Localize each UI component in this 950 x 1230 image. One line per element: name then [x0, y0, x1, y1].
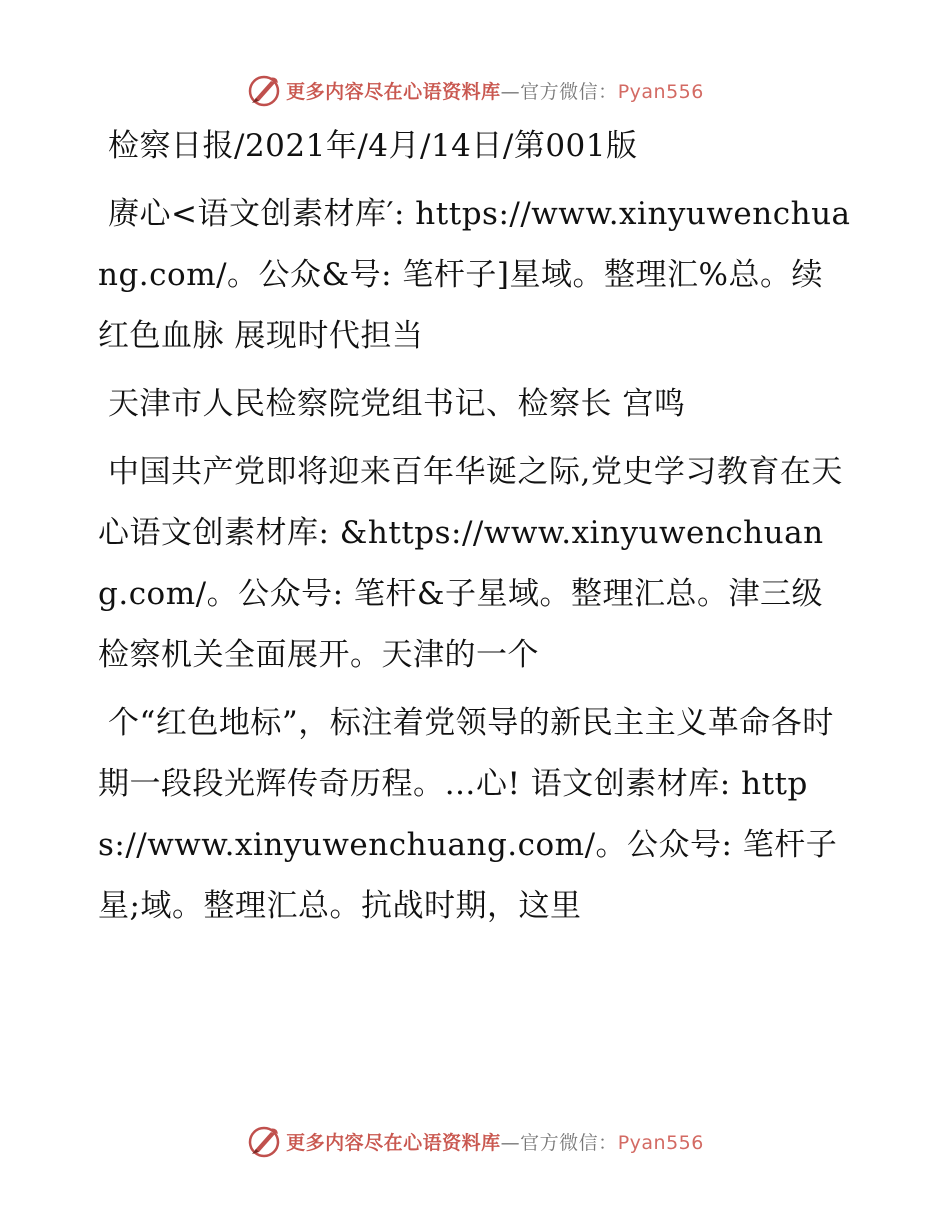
header-watermark	[0, 70, 950, 110]
quill-logo-icon	[246, 1123, 282, 1159]
watermark-separator: —	[500, 80, 521, 103]
watermark-label: 官方微信：	[520, 1131, 618, 1154]
quill-logo-icon	[246, 72, 282, 108]
document-body	[98, 116, 854, 937]
watermark-label: 官方微信：	[520, 80, 618, 103]
document-paragraph: 赓心<语文创素材库′: https://www.xinyuwenchuang.com/。公众&号: 笔杆子]星域。整理汇%总。续红色血脉 展现时代担当	[98, 196, 851, 354]
document-author-line: 天津市人民检察院党组书记、检察长 宫鸣	[108, 386, 686, 422]
document-source-line: 检察日报/2021年/4月/14日/第001版	[108, 128, 638, 164]
document-paragraph: 中国共产党即将迎来百年华诞之际,党史学习教育在天心语文创素材库: &https://www.xinyuwenchuang.com/。公众号: 笔杆&子星域。整理汇总。津三级检察机关全面展开。天津的一个	[98, 454, 843, 673]
document-paragraph: 个“红色地标”，标注着党领导的新民主主义革命各时期一段段光辉传奇历程。…心! 语文创素材库: https://www.xinyuwenchuang.com/。公众号: 笔杆子星;域。整理汇总。抗战时期，这里	[98, 705, 838, 924]
watermark-wechat-id: Pyan556	[617, 80, 704, 103]
watermark-separator: —	[500, 1131, 521, 1154]
watermark-main: 更多内容尽在心语资料库	[286, 1131, 501, 1154]
watermark-main: 更多内容尽在心语资料库	[286, 80, 501, 103]
watermark-text	[286, 77, 704, 104]
watermark-wechat-id: Pyan556	[617, 1131, 704, 1154]
footer-watermark	[0, 1121, 950, 1161]
watermark-text	[286, 1128, 704, 1155]
